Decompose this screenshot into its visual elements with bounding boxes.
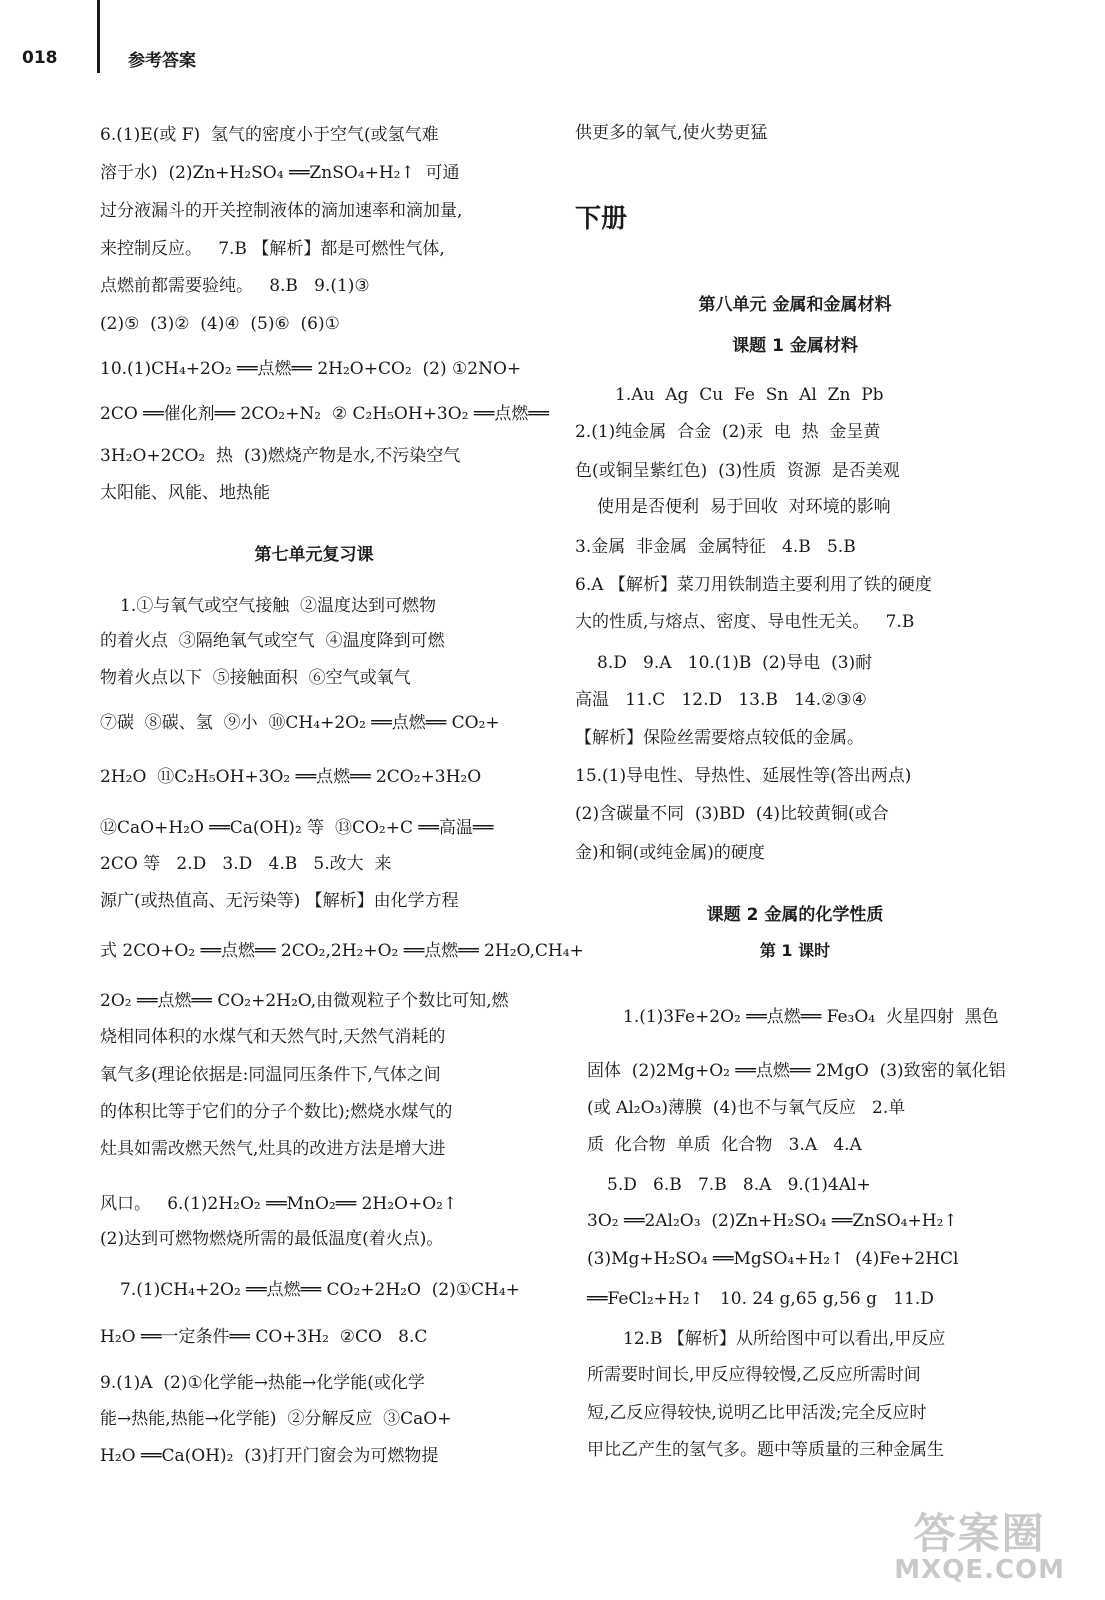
answer-line: 所需要时间长,甲反应得较慢,乙反应所需时间: [587, 1365, 921, 1385]
answer-line: 2CO 等 2.D 3.D 4.B 5.改大 来: [100, 854, 392, 874]
header-rule: [97, 0, 100, 73]
page-number: 018: [22, 48, 58, 68]
answer-line: 式 2CO+O₂ ══点燃══ 2CO₂,2H₂+O₂ ══点燃══ 2H₂O,CH₄+: [100, 941, 584, 961]
answer-line: 来控制反应。 7.B 【解析】都是可燃性气体,: [100, 239, 445, 259]
answer-line: 3.金属 非金属 金属特征 4.B 5.B: [575, 537, 856, 557]
answer-line: ══FeCl₂+H₂↑ 10. 24 g,65 g,56 g 11.D: [587, 1289, 934, 1309]
answer-line: 高温 11.C 12.D 13.B 14.②③④: [575, 690, 867, 710]
answer-line: 12.B 【解析】从所给图中可以看出,甲反应: [623, 1329, 946, 1349]
answer-line: 2CO ══催化剂══ 2CO₂+N₂ ② C₂H₅OH+3O₂ ══点燃══: [100, 404, 549, 424]
answer-line: 灶具如需改燃天然气,灶具的改进方法是增大进: [100, 1139, 446, 1159]
answer-line: 短,乙反应得较快,说明乙比甲活泼;完全反应时: [587, 1403, 927, 1423]
answer-line: 6.(1)E(或 F) 氢气的密度小于空气(或氢气难: [100, 125, 439, 145]
answer-line: 6.A 【解析】菜刀用铁制造主要利用了铁的硬度: [575, 575, 932, 595]
unit-heading: 第八单元 金属和金属材料: [698, 295, 892, 315]
answer-line: 8.D 9.A 10.(1)B (2)导电 (3)耐: [597, 653, 873, 673]
answer-line: H₂O ══Ca(OH)₂ (3)打开门窗会为可燃物提: [100, 1446, 439, 1466]
answer-line: ⑦碳 ⑧碳、氢 ⑨小 ⑩CH₄+2O₂ ══点燃══ CO₂+: [100, 713, 500, 733]
answer-line: 风口。 6.(1)2H₂O₂ ══MnO₂══ 2H₂O+O₂↑: [100, 1194, 458, 1214]
watermark-url: MXQE.COM: [894, 1555, 1065, 1585]
topic-heading: 课题 1 金属材料: [732, 336, 858, 356]
site-watermark: [894, 1509, 1065, 1585]
answer-line: H₂O ══一定条件══ CO+3H₂ ②CO 8.C: [100, 1327, 428, 1347]
answer-line: (2)含碳量不同 (3)BD (4)比较黄铜(或合: [575, 804, 889, 824]
answer-line: 2.(1)纯金属 合金 (2)汞 电 热 金呈黄: [575, 422, 881, 442]
answer-line: 甲比乙产生的氢气多。题中等质量的三种金属生: [587, 1440, 944, 1460]
volume-heading: 下册: [575, 204, 628, 234]
answer-line: 9.(1)A (2)①化学能→热能→化学能(或化学: [100, 1373, 425, 1393]
lesson-heading: 第 1 课时: [759, 941, 831, 960]
section-heading: 第七单元复习课: [254, 545, 374, 565]
answer-line: 物着火点以下 ⑤接触面积 ⑥空气或氧气: [100, 668, 411, 688]
answer-line: 的着火点 ③隔绝氧气或空气 ④温度降到可燃: [100, 631, 445, 651]
answer-line: 10.(1)CH₄+2O₂ ══点燃══ 2H₂O+CO₂ (2) ①2NO+: [100, 359, 522, 379]
answer-line: 金)和铜(或纯金属)的硬度: [575, 843, 765, 863]
answer-line: 15.(1)导电性、导热性、延展性等(答出两点): [575, 766, 912, 786]
answer-line: 大的性质,与熔点、密度、导电性无关。 7.B: [575, 612, 915, 632]
answer-line: 3O₂ ══2Al₂O₃ (2)Zn+H₂SO₄ ══ZnSO₄+H₂↑: [587, 1211, 958, 1231]
answer-line: 7.(1)CH₄+2O₂ ══点燃══ CO₂+2H₂O (2)①CH₄+: [120, 1280, 520, 1300]
answer-line: 源广(或热值高、无污染等) 【解析】由化学方程: [100, 891, 459, 911]
answer-line: 1.(1)3Fe+2O₂ ══点燃══ Fe₃O₄ 火星四射 黑色: [623, 1007, 999, 1027]
answer-line: 1.①与氧气或空气接触 ②温度达到可燃物: [120, 596, 437, 616]
answer-line: 2H₂O ⑪C₂H₅OH+3O₂ ══点燃══ 2CO₂+3H₂O: [100, 767, 482, 787]
answer-line: 2O₂ ══点燃══ CO₂+2H₂O,由微观粒子个数比可知,燃: [100, 991, 509, 1011]
answer-line: 溶于水) (2)Zn+H₂SO₄ ══ZnSO₄+H₂↑ 可通: [100, 163, 460, 183]
answer-line: (3)Mg+H₂SO₄ ══MgSO₄+H₂↑ (4)Fe+2HCl: [587, 1249, 959, 1269]
answer-line: 3H₂O+2CO₂ 热 (3)燃烧产物是水,不污染空气: [100, 446, 461, 466]
answer-line: ⑫CaO+H₂O ══Ca(OH)₂ 等 ⑬CO₂+C ══高温══: [100, 818, 494, 838]
answer-line: 氧气多(理论依据是:同温同压条件下,气体之间: [100, 1065, 441, 1085]
answer-line: 烧相同体积的水煤气和天然气时,天然气消耗的: [100, 1027, 446, 1047]
answer-line: 色(或铜呈紫红色) (3)性质 资源 是否美观: [575, 461, 900, 481]
answer-line: 的体积比等于它们的分子个数比);燃烧水煤气的: [100, 1102, 453, 1122]
answer-line: (2)达到可燃物燃烧所需的最低温度(着火点)。: [100, 1229, 444, 1249]
answer-line: 能→热能,热能→化学能) ②分解反应 ③CaO+: [100, 1409, 452, 1429]
answer-line: 太阳能、风能、地热能: [100, 483, 270, 503]
answer-line: 【解析】保险丝需要熔点较低的金属。: [575, 728, 864, 748]
topic-heading: 课题 2 金属的化学性质: [706, 905, 884, 925]
answer-line: 质 化合物 单质 化合物 3.A 4.A: [587, 1135, 862, 1155]
answer-line: 过分液漏斗的开关控制液体的滴加速率和滴加量,: [100, 201, 463, 221]
answer-line: (或 Al₂O₃)薄膜 (4)也不与氧气反应 2.单: [587, 1098, 906, 1118]
answer-line: 点燃前都需要验纯。 8.B 9.(1)③: [100, 276, 370, 296]
watermark-logo-text: 答案圈: [913, 1509, 1046, 1558]
answer-line: 5.D 6.B 7.B 8.A 9.(1)4Al+: [607, 1175, 871, 1195]
answer-line: (2)⑤ (3)② (4)④ (5)⑥ (6)①: [100, 314, 340, 334]
answer-line: 1.Au Ag Cu Fe Sn Al Zn Pb: [615, 385, 884, 405]
answer-line: 固体 (2)2Mg+O₂ ══点燃══ 2MgO (3)致密的氧化铝: [587, 1061, 1006, 1081]
answer-line: 供更多的氧气,使火势更猛: [575, 123, 768, 143]
answer-line: 使用是否便利 易于回收 对环境的影响: [597, 497, 891, 517]
running-head: 参考答案: [128, 51, 196, 71]
